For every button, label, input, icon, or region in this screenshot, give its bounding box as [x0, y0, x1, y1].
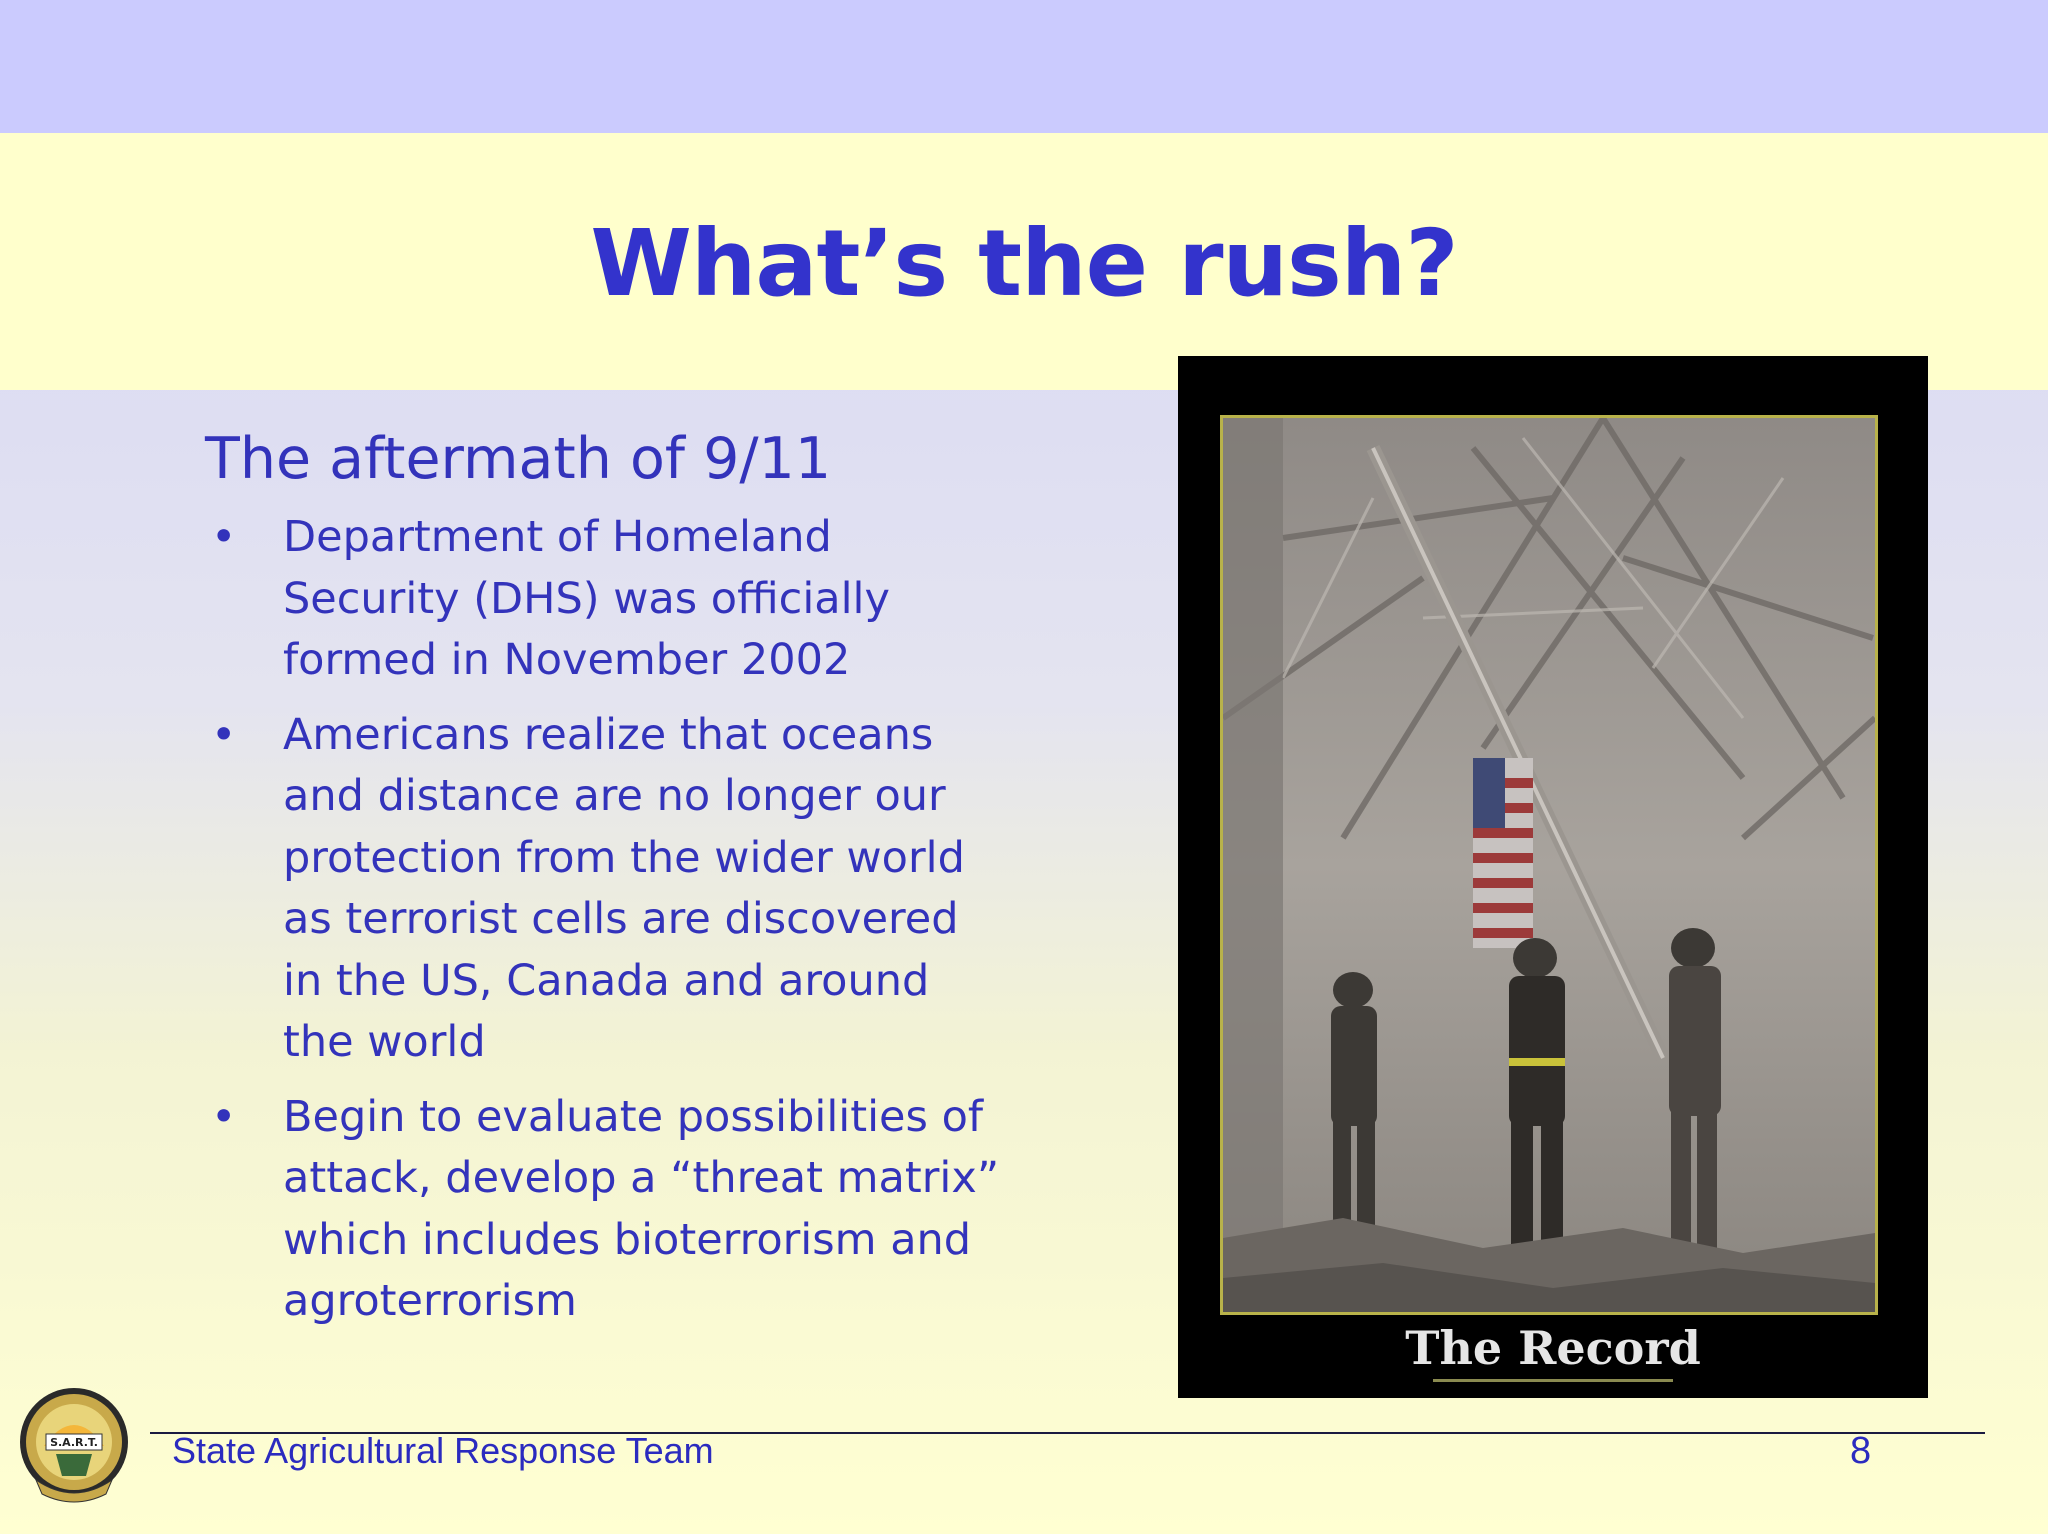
list-item [205, 1087, 1005, 1333]
photo-illustration [1223, 418, 1875, 1312]
footer-organization: State Agricultural Response Team [172, 1430, 714, 1471]
newspaper-masthead: The Record [1405, 1321, 1701, 1375]
bullet-text: Department of Homeland Security (DHS) was officially formed in November 2002 [283, 512, 890, 686]
sart-logo [16, 1384, 132, 1506]
bullet-marker: • [211, 709, 237, 760]
bullet-text: Begin to evaluate possibilities of attack, develop a “threat matrix” which includes bioterrorism and agroterrorism [283, 1091, 1000, 1327]
bullet-text: Americans realize that oceans and distance are no longer our protection from the wider world as terrorist cells are discovered in the US, Canada and around the world [283, 709, 965, 1068]
page-number: 8 [1850, 1430, 1872, 1472]
bullet-list [205, 507, 1005, 1333]
list-item [205, 507, 1005, 692]
sart-seal-icon [16, 1384, 132, 1506]
bullet-marker: • [211, 512, 237, 563]
firefighters-flag-photo [1220, 415, 1878, 1315]
masthead-rule [1433, 1379, 1673, 1382]
top-band [0, 0, 2048, 133]
subheading: The aftermath of 9/11 [205, 426, 832, 492]
bullet-marker: • [211, 1091, 237, 1142]
flag-icon [1473, 758, 1533, 948]
slide-title: What’s the rush? [590, 210, 1458, 317]
photo-poster [1178, 356, 1928, 1398]
list-item [205, 705, 1005, 1074]
slide-body [205, 425, 1005, 1346]
svg-text:S.A.R.T.: S.A.R.T. [50, 1436, 98, 1449]
